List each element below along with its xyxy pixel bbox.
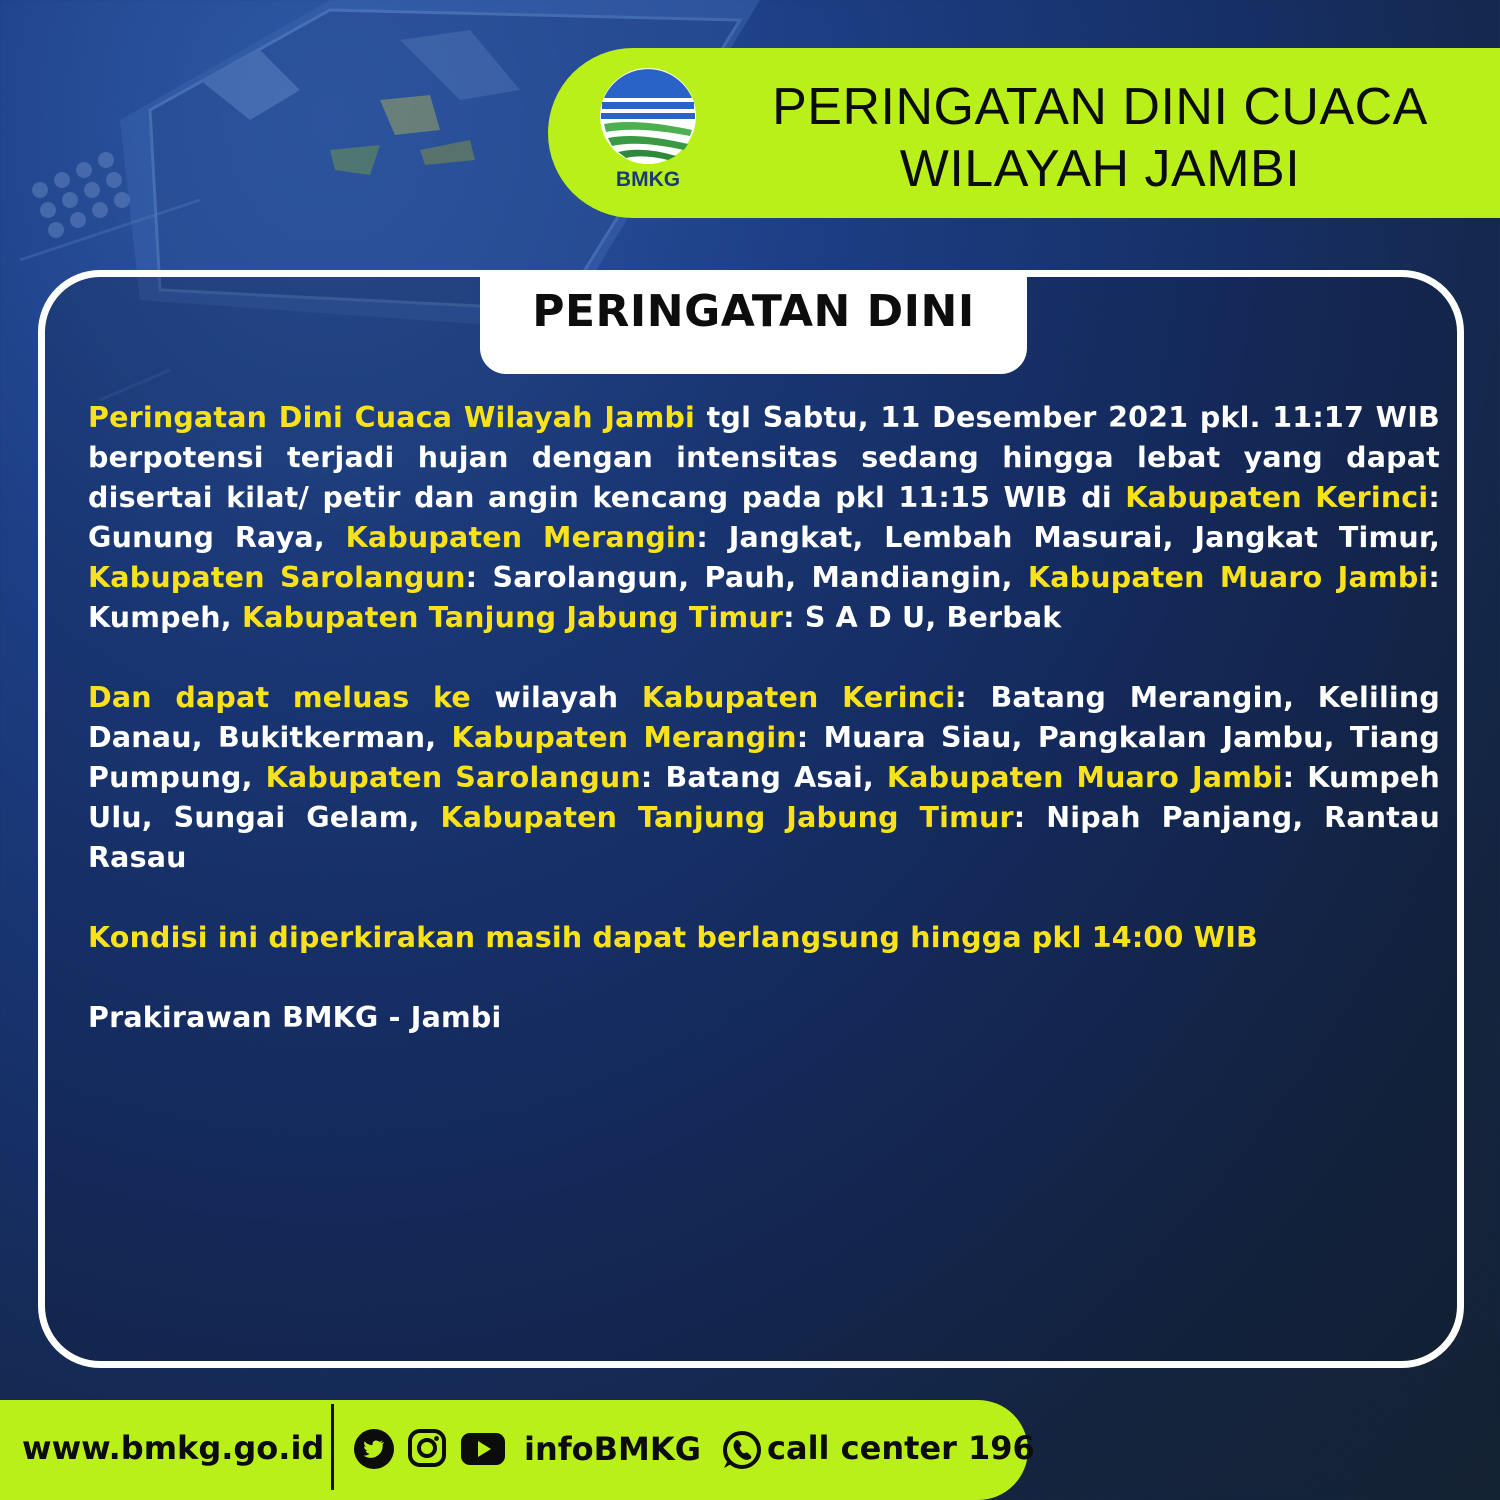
district-list: : Sarolangun, Pauh, Mandiangin,	[465, 561, 1028, 594]
region-name: Kabupaten Tanjung Jabung Timur	[440, 801, 1014, 834]
region-name: Kabupaten Sarolangun	[88, 561, 466, 594]
bulletin-text: wilayah	[470, 681, 642, 714]
region-name: Kabupaten Tanjung Jabung Timur	[241, 601, 784, 634]
bulletin-content	[88, 398, 1440, 1078]
bulletin-paragraph-2	[88, 678, 1440, 878]
instagram-icon[interactable]	[407, 1427, 447, 1469]
bulletin-text: tgl Sabtu, 11 Desember 2021 pkl. 11:17 WIB berpotensi terjadi hujan dengan intensitas sedang hingga lebat yang dapat disertai kilat/ petir dan angin kencang pada pkl 11:15 WIB di	[88, 401, 1440, 514]
region-name: Kabupaten Muaro Jambi	[886, 761, 1283, 794]
district-list: : Kumpeh,	[88, 561, 1440, 634]
district-list: : S A D U, Berbak	[783, 601, 1062, 634]
bulletin-text: Peringatan Dini Cuaca Wilayah Jambi	[88, 401, 696, 434]
website-link[interactable]: www.bmkg.go.id	[22, 1429, 325, 1467]
region-name: Kabupaten Merangin	[451, 721, 797, 754]
footer-divider	[331, 1404, 334, 1490]
district-list: : Batang Merangin, Keliling Danau, Bukitkerman,	[88, 681, 1440, 754]
title-line-1: PERINGATAN DINI CUACA	[772, 78, 1428, 136]
panel-tab-title: PERINGATAN DINI	[532, 286, 975, 337]
district-list: : Nipah Panjang, Rantau Rasau	[88, 801, 1440, 874]
title-line-2: WILAYAH JAMBI	[899, 140, 1301, 198]
social-handle[interactable]: infoBMKG	[524, 1430, 701, 1468]
phone-icon[interactable]	[720, 1428, 764, 1472]
bulletin-text: Dan dapat meluas ke	[88, 681, 471, 714]
district-list: : Batang Asai,	[640, 761, 887, 794]
twitter-icon[interactable]	[353, 1428, 395, 1470]
district-list: : Gunung Raya,	[88, 481, 1440, 554]
region-name: Kabupaten Kerinci	[641, 681, 956, 714]
page-title	[740, 76, 1460, 200]
district-list: : Kumpeh Ulu, Sungai Gelam,	[88, 761, 1440, 834]
bulletin-signature: Prakirawan BMKG - Jambi	[88, 1001, 502, 1034]
district-list: : Jangkat, Lembah Masurai, Jangkat Timur,	[696, 521, 1440, 554]
district-list: : Muara Siau, Pangkalan Jambu, Tiang Pumpung,	[88, 721, 1440, 794]
region-name: Kabupaten Kerinci	[1125, 481, 1429, 514]
region-name: Kabupaten Sarolangun	[265, 761, 641, 794]
logo-text: BMKG	[615, 168, 681, 191]
region-name: Kabupaten Muaro Jambi	[1027, 561, 1429, 594]
bulletin-duration: Kondisi ini diperkirakan masih dapat berlangsung hingga pkl 14:00 WIB	[88, 921, 1258, 954]
bulletin-paragraph-1	[88, 398, 1440, 638]
call-center[interactable]: call center 196	[767, 1429, 1035, 1467]
youtube-icon[interactable]	[460, 1431, 506, 1467]
region-name: Kabupaten Merangin	[345, 521, 697, 554]
